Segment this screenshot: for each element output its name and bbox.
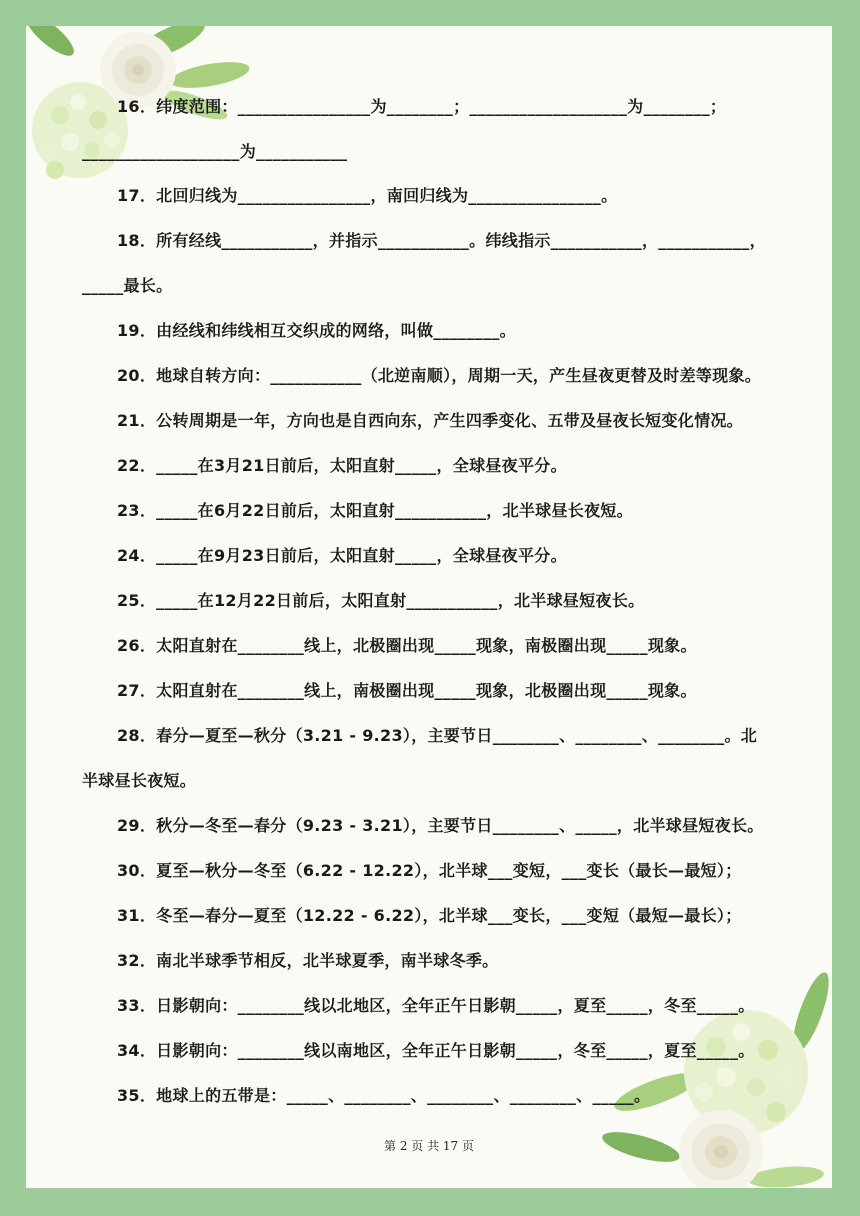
question-28-line-1: 28．春分—夏至—秋分（3.21 - 9.23），主要节日________、________、________。北 (117, 726, 758, 745)
question-26: 26．太阳直射在________线上，北极圈出现_____现象，南极圈出现_____现象。 (117, 636, 697, 655)
question-28-line-2: 半球昼长夜短。 (82, 771, 197, 790)
question-21: 21．公转周期是一年，方向也是自西向东，产生四季变化、五带及昼夜长短变化情况。 (117, 411, 743, 430)
question-16-line-2: ___________________为___________ (82, 142, 348, 161)
question-list (26, 26, 832, 1188)
question-18-line-2: _____最长。 (82, 276, 173, 295)
question-32: 32．南北半球季节相反，北半球夏季，南半球冬季。 (117, 951, 499, 970)
question-33: 33．日影朝向：________线以北地区，全年正午日影朝_____，夏至_____，冬至_____。 (117, 996, 755, 1015)
question-23: 23．_____在6月22日前后，太阳直射___________，北半球昼长夜短。 (117, 501, 633, 520)
question-16-line-1: 16．纬度范围：________________为________；___________________为________； (117, 97, 727, 116)
question-25: 25．_____在12月22日前后，太阳直射___________，北半球昼短夜长。 (117, 591, 645, 610)
question-18-line-1: 18．所有经线___________，并指示___________。纬线指示___________，___________， (117, 231, 766, 250)
question-20: 20．地球自转方向：___________（北逆南顺），周期一天，产生昼夜更替及时差等现象。 (117, 366, 762, 385)
question-19: 19．由经线和纬线相互交织成的网络，叫做________。 (117, 321, 516, 340)
question-34: 34．日影朝向：________线以南地区，全年正午日影朝_____，冬至_____，夏至_____。 (117, 1041, 755, 1060)
question-35: 35．地球上的五带是：_____、________、________、________、_____。 (117, 1086, 651, 1105)
page-number-footer: 第 2 页 共 17 页 (384, 1139, 474, 1153)
question-17: 17．北回归线为________________，南回归线为________________。 (117, 186, 618, 205)
question-22: 22．_____在3月21日前后，太阳直射_____，全球昼夜平分。 (117, 456, 567, 475)
question-29: 29．秋分—冬至—春分（9.23 - 3.21），主要节日________、_____，北半球昼短夜长。 (117, 816, 764, 835)
document-page (26, 26, 832, 1188)
question-31: 31．冬至—春分—夏至（12.22 - 6.22），北半球___变长，___变短（最短—最长）； (117, 906, 742, 925)
question-30: 30．夏至—秋分—冬至（6.22 - 12.22），北半球___变短，___变长（最长—最短）； (117, 861, 742, 880)
question-27: 27．太阳直射在________线上，南极圈出现_____现象，北极圈出现_____现象。 (117, 681, 697, 700)
question-24: 24．_____在9月23日前后，太阳直射_____，全球昼夜平分。 (117, 546, 567, 565)
